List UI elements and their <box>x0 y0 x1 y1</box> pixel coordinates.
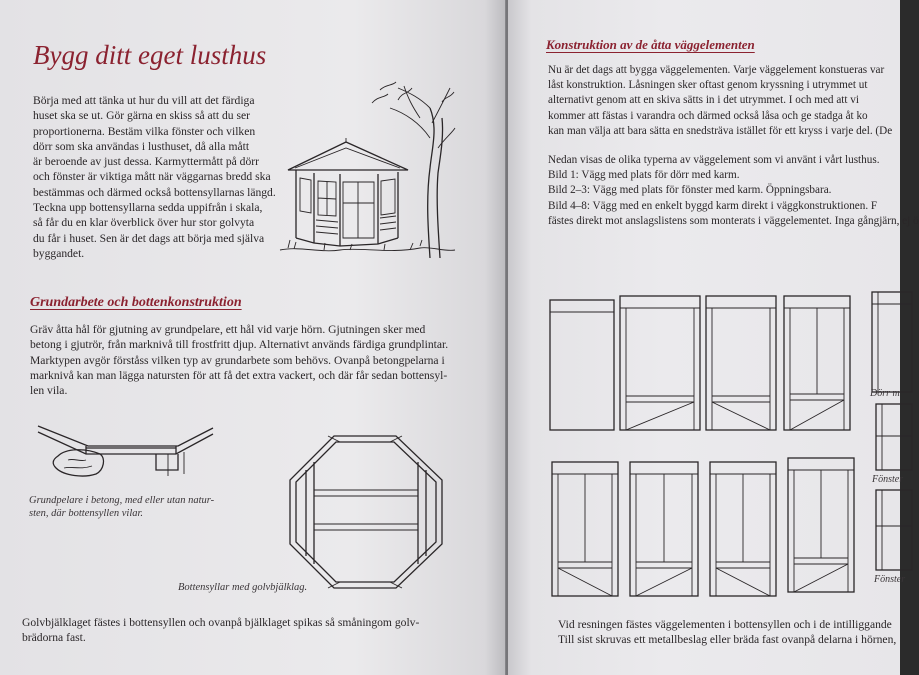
text-line: huset ska se ut. Gör gärna en skiss så att du ser <box>33 109 251 123</box>
page-title: Bygg ditt eget lusthus <box>33 40 267 70</box>
intro-paragraph <box>33 93 276 261</box>
text-line: Bild 1: Vägg med plats för dörr med karm. <box>548 169 740 182</box>
door-caption: Dörr m <box>870 388 900 399</box>
wall-types-list <box>548 153 919 229</box>
text-line: Nu är det dags att bygga väggelementen. Varje väggelement konstueras var <box>548 64 885 76</box>
window-caption-2: Fönster <box>874 574 906 585</box>
text-line: Bild 4–8: Vägg med en enkelt byggd karm direkt i väggkonstruktionen. F <box>548 199 878 212</box>
text-line: låst konstruktion. Låsningen sker oftast genom kryssning i utrymmet ut <box>548 79 868 92</box>
wall-elements-paragraph <box>548 63 892 139</box>
text-line: brädorna fast. <box>22 631 86 645</box>
text-line: proportionerna. Bestäm vilka fönster och vilken <box>33 124 256 138</box>
text-line: Bild 2–3: Vägg med plats för fönster med karm. Öppningsbara. <box>548 184 832 197</box>
text-line: Nedan visas de olika typerna av väggelement som vi använt i vårt lusthus. <box>548 154 880 166</box>
pillar-illustration <box>38 418 213 483</box>
assembly-paragraph <box>558 617 896 648</box>
text-line: betong i gjutrör, från marknivå till frostfritt djup. Alternativt används färdiga grundplintar. <box>30 338 449 352</box>
text-line: kommer att fästas i varandra och därmed också låsa och ge stadga åt ko <box>548 109 868 122</box>
foundation-paragraph <box>30 322 448 398</box>
text-line: bestämmas och därmed också bottensyllarnas längd. <box>33 185 276 199</box>
text-line: så får du en klar överblick över hur stor golvyta <box>33 216 255 230</box>
text-line: Vid resningen fästes väggelementen i bottensyllen och i de intilliggande <box>558 618 892 631</box>
section-heading: Grundarbete och bottenkonstruktion <box>30 295 242 310</box>
text-line: Grundpelare i betong, med eller utan natur- <box>29 495 215 506</box>
right-page <box>508 0 919 675</box>
text-line: du får i huset. Sen är det dags att börja med själva <box>33 231 265 245</box>
text-line: Gräv åtta hål för gjutning av grundpelare, ett hål vid varje hörn. Gjutningen sker med <box>30 323 426 336</box>
text-line: alternativt genom att en skiva sätts in i det utrymmet. I och med att vi <box>548 94 859 107</box>
text-line: Till sist skruvas ett metallbeslag eller bräda fast ovanpå delarna i hörnen, <box>558 633 897 647</box>
text-line: byggandet. <box>33 246 85 260</box>
text-line: är beroende av just dessa. Karmyttermått på dörr <box>33 155 259 169</box>
window-caption-1: Fönster <box>872 474 904 485</box>
octagon-floor-illustration <box>284 432 449 592</box>
text-line: dörr som ska användas i lusthuset, då alla mått <box>33 139 250 153</box>
text-line: Teckna upp bottensyllarna sedda uppifrån i skala, <box>33 201 263 215</box>
text-line: marknivå kan man lägga natursten för att få det extra vackert, och där får sedan bottensyl- <box>30 368 448 382</box>
text-line: Marktypen avgör förståss vilken typ av grundarbete som behövs. Ovanpå betongpelarna i <box>30 353 445 367</box>
text-line: Börja med att tänka ut hur du vill att det färdiga <box>33 94 255 107</box>
floor-joist-paragraph <box>22 615 419 646</box>
text-line: sten, där bottensyllen vilar. <box>29 508 144 519</box>
text-line: och fönster är viktiga mått när väggarnas bredd ska <box>33 170 271 184</box>
octagon-caption: Bottensyllar med golvbjälklag. <box>178 582 308 593</box>
wall-elements-illustration <box>508 290 900 600</box>
text-line: kan man välja att bara sätta en snedsträva istället för ett kryss i varje del. (De <box>548 124 893 137</box>
gazebo-illustration <box>280 78 455 263</box>
pillar-caption <box>29 494 214 520</box>
section-heading: Konstruktion av de åtta väggelementen <box>546 37 755 52</box>
text-line: Golvbjälklaget fästes i bottensyllen och ovanpå bjälklaget spikas så småningom golv- <box>22 616 420 629</box>
text-line: fästes direkt mot anslagslistens som monterats i väggelementet. Inga gångjärn, ej ö <box>548 214 919 227</box>
text-line: len vila. <box>30 384 68 398</box>
